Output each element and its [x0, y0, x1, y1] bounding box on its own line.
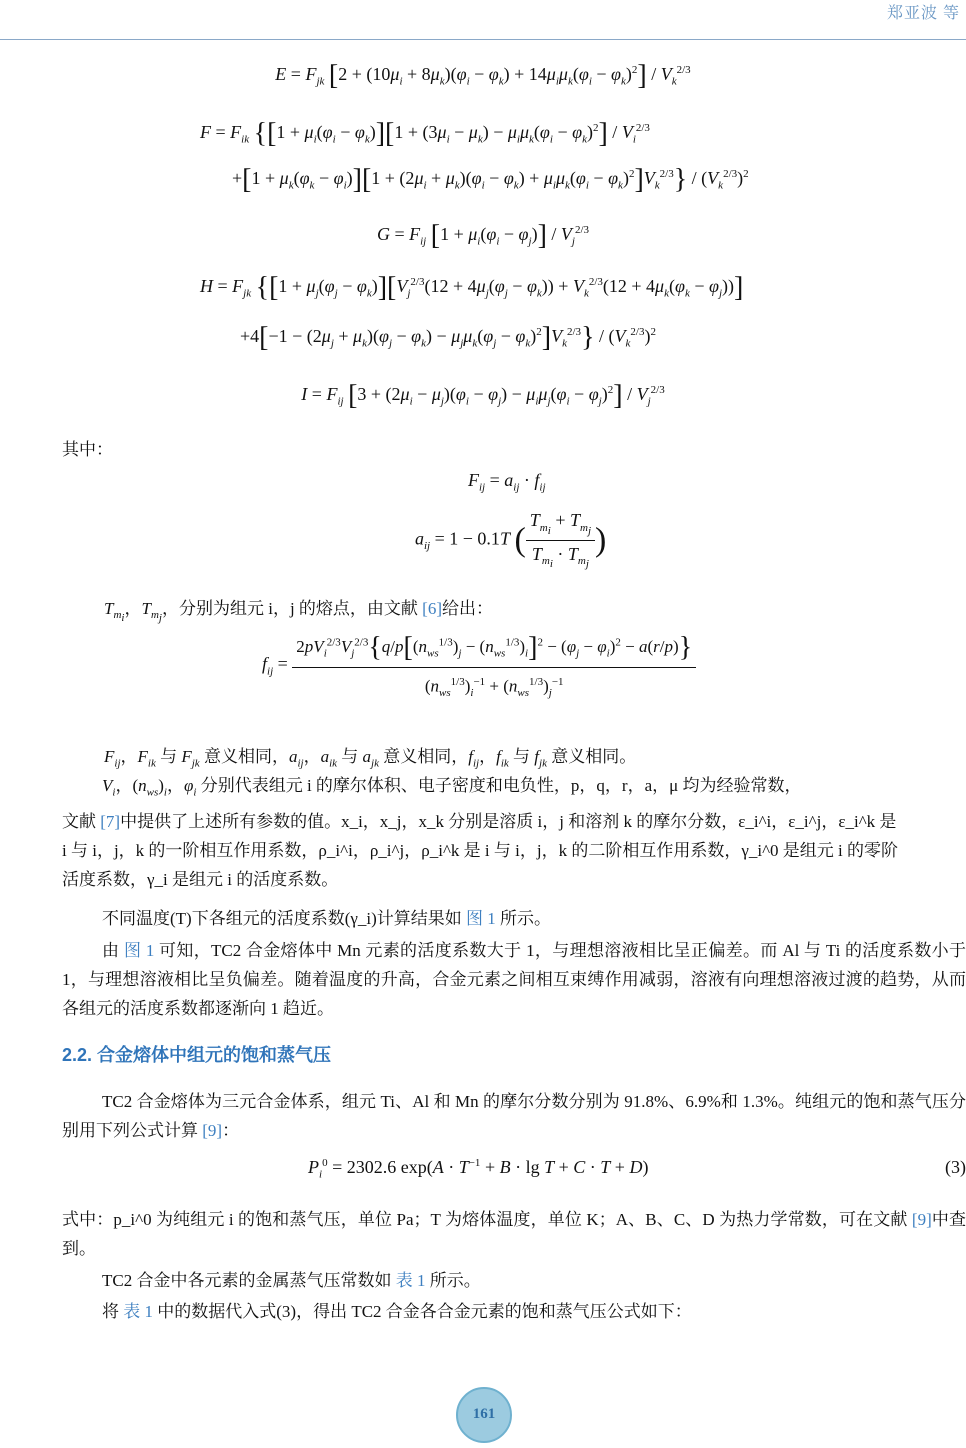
eq-intro-text: 其中： [62, 440, 113, 459]
table-1-link-2[interactable]: 表 1 [123, 1302, 153, 1321]
equation-F-line1: $F = F_{ik}$ {$[1 + \mu_i(\varphi_i - \varphi_k)][1 + (3\mu_i - \mu_k) - \mu_i\mu_k(\varphi_i - \varphi_k)^2] / V_i^{2/3}$ [200, 118, 650, 149]
equation-3: $P_i^0 = 2302.6$ $\exp(A \cdot T^{-1} + B \cdot \lg T + C \cdot T + D)$ (3) [308, 1157, 966, 1181]
activity-result-line: 不同温度(T)下各组元的活度系数(γ_i)计算结果如 图 1 所示。 [102, 909, 552, 928]
header-divider [0, 39, 966, 40]
figure-1-link[interactable]: 图 1 [466, 909, 496, 928]
equation-fij: $f_{ij}$ = $2pV_i^{2/3}V_j^{2/3}\{q/p[(n_{ws}^{1/3})_j - (n_{ws}^{1/3})_i]^2 - (\varphi_j - \varphi_i)^2 - a(r/p)\}$ $(n_{ws}^{1/3})_i^{-1} + (n_{ws}^{1/3})_j^{-1}$ [262, 632, 696, 699]
tm-description: $T_{m_i}$，$T_{m_j}$，分别为组元 i，j 的熔点，由文献 [6]给出： [104, 599, 493, 625]
equation-G: $G = F_{ij}$ $[1 + \mu_i(\varphi_i - \varphi_j)] / V_j^{2/3}$ [376, 220, 590, 251]
parameter-paragraph: $V_i$，$(n_{ws})_i$，$\varphi_i$ 分别代表组元 i 的摩尔体积、电子密度和电负性，p，q，r，a，μ 均为经验常数， 文献 [7]中提供了上述所有参数的值。x_i，x_j，x_k 分别是溶质 i，j 和溶剂 k 的摩尔分数，ε_i^i，ε_i^j，ε_i^k 是 i 与 i，j，k 的一阶相互作用系数，ρ_i^i，ρ_i^j，ρ_i^k 是 i 与 i，j，k 的二阶相互作用系数，γ_i^0 是组元 i 的零阶 活度系数，γ_i 是组元 i 的活度系数。 [62, 776, 899, 890]
equation-Fij: $F_{ij} = a_{ij} \cdot f_{ij}$ [468, 470, 546, 494]
same-meaning-line: $F_{ij}$，$F_{ik}$ 与 $F_{jk}$ 意义相同，$a_{ij}$，$a_{ik}$ 与 $a_{jk}$ 意义相同，$f_{ij}$，$f_{ik}$ 与 $f_{jk}$ 意义相同。 [104, 747, 637, 770]
page-number: 161 [472, 1406, 496, 1422]
page-number-badge [456, 1387, 512, 1443]
ref-9-link-2[interactable]: [9] [911, 1210, 932, 1229]
figure-1-link-2[interactable]: 图 1 [123, 941, 155, 960]
section-heading: 2.2. 合金熔体中组元的饱和蒸气压 [62, 1045, 332, 1065]
equation-H-line2: $+4[-1 - (2\mu_j + \mu_k)(\varphi_j - \varphi_k) - \mu_j\mu_k(\varphi_j - \varphi_k)^2]V_k^{2/3}\} / (V_k^{2/3})^2$ [240, 322, 656, 353]
equation-F-line2: $+[1 + \mu_k(\varphi_k - \varphi_i)][1 + (2\mu_i + \mu_k)(\varphi_i - \varphi_k) + \mu_i\mu_k(\varphi_i - \varphi_k)^2]V_k^{2/3}\} / (V_k^{2/3})^2$ [232, 164, 749, 195]
table-reference-line: TC2 合金中各元素的金属蒸气压常数如 表 1 所示。 [102, 1271, 481, 1290]
ref-7-link[interactable]: [7] [100, 812, 121, 832]
table-1-link[interactable]: 表 1 [395, 1271, 426, 1290]
header-author: 郑亚波 等 [886, 5, 960, 22]
equation-E: $E = F_{jk}$ $[2 + (10\mu_i + 8\mu_k)(\varphi_i - \varphi_k) + 14\mu_i\mu_k(\varphi_i - \varphi_k)^2] / V_k^{2/3}$ [275, 60, 691, 91]
ref-6-link[interactable]: [6] [422, 599, 442, 618]
equation-H-line1: $H = F_{jk}$ {$[1 + \mu_j(\varphi_j - \varphi_k)][V_j^{2/3}(12 + 4\mu_j(\varphi_j - \varphi_k)) + V_k^{2/3}(12 + 4\mu_k(\varphi_k - \varphi_j))]$ [200, 272, 744, 303]
figure-discussion: 由 图 1 可知，TC2 合金熔体中 Mn 元素的活度系数大于 1，与理想溶液相比呈正偏差。而 Al 与 Ti 的活度系数小于 1，与理想溶液相比呈负偏差。随着温度的升高，合金元素之间相互束缚作用减弱，溶液有向理想溶液过渡的趋势，从而各组元的活度系数都逐渐向 1 趋近。 [62, 941, 966, 1018]
equation-aij: $a_{ij} = 1 - 0.1T$ ( $\frac{T_{m_i} + T_{m_j}}{T_{m_i} \cdot T_{m_j}}$ ) [415, 510, 607, 571]
vapor-pressure-intro: TC2 合金熔体为三元合金体系，组元 Ti、Al 和 Mn 的摩尔分数分别为 91.8%、6.9%和 1.3%。纯组元的饱和蒸气压分别用下列公式计算 [9]： [62, 1092, 966, 1140]
equation-I: $I = F_{ij}$ $[3 + (2\mu_i - \mu_j)(\varphi_i - \varphi_j) - \mu_i\mu_j(\varphi_i - \varphi_j)^2] / V_j^{2/3}$ [301, 380, 665, 411]
equation-3-explanation: 式中：p_i^0 为纯组元 i 的饱和蒸气压，单位 Pa；T 为熔体温度，单位 K；A、B、C、D 为热力学常数，可在文献 [9]中查到。 [62, 1210, 966, 1258]
substitution-line: 将 表 1 中的数据代入式(3)，得出 TC2 合金各合金元素的饱和蒸气压公式如下： [102, 1302, 692, 1321]
ref-9-link[interactable]: [9] [202, 1121, 223, 1140]
equation-number: (3) [945, 1157, 966, 1177]
